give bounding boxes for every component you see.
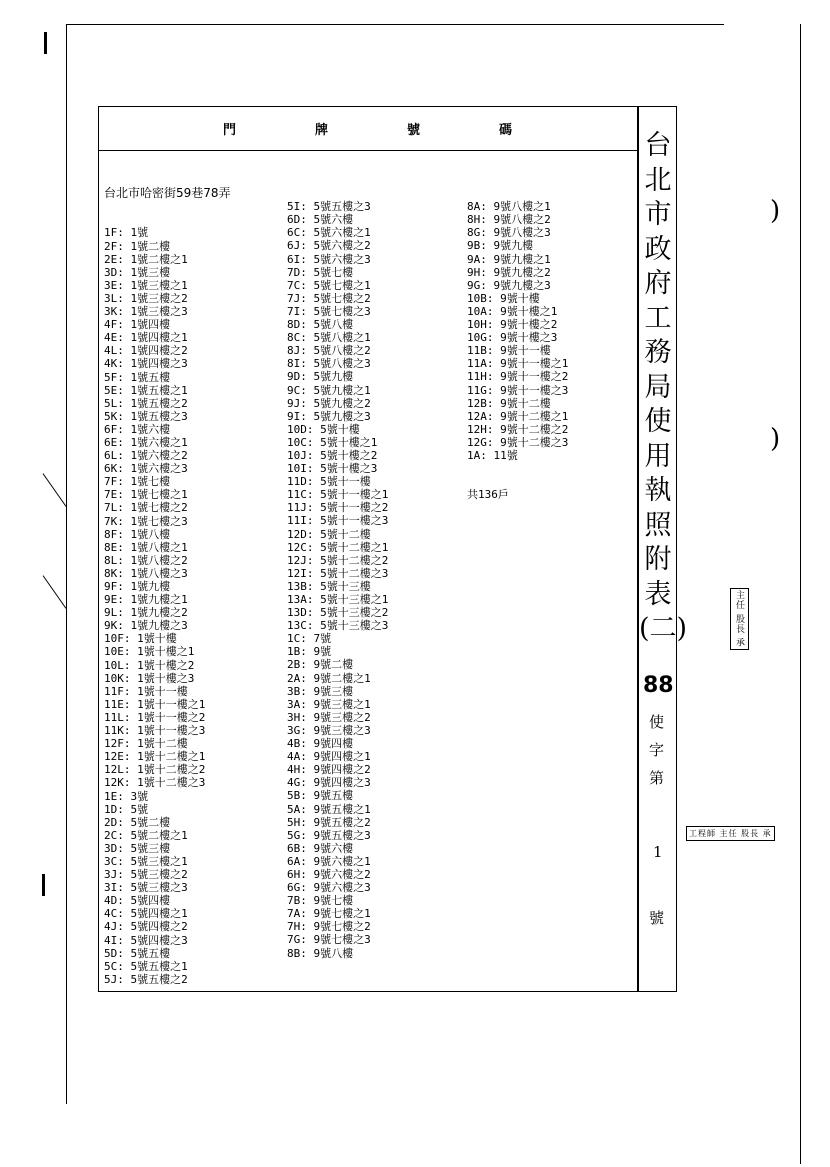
address-entry: 6F: 1號六樓: [104, 422, 171, 436]
title-char: 務: [644, 337, 672, 368]
scan-left-line: [66, 24, 67, 1104]
address-entry: 8B: 9號八樓: [287, 946, 354, 960]
address-entry: 12E: 1號十二樓之1: [104, 750, 206, 764]
address-entry: 3J: 5號三樓之2: [104, 868, 188, 882]
title-char: 用: [644, 440, 672, 472]
scan-diagonal-2: [43, 575, 67, 608]
address-entry: 1D: 5號: [104, 802, 149, 816]
address-entry: 8G: 9號八樓之3: [467, 226, 551, 240]
title-char: 執: [644, 475, 672, 506]
address-entry: 1C: 7號: [287, 632, 332, 646]
address-entry: 9B: 9號九樓: [467, 239, 534, 253]
address-entry: 9G: 9號九樓之3: [467, 278, 551, 292]
address-entry: 10B: 9號十樓: [467, 291, 540, 305]
address-list-1: [104, 226, 231, 985]
address-entry: 10H: 9號十樓之2: [467, 318, 558, 332]
license-blank-mark: 1: [653, 843, 663, 861]
address-entry: 11H: 9號十一樓之2: [467, 370, 569, 384]
address-entry: 11C: 5號十一樓之1: [287, 488, 389, 502]
scan-bracket-1: ): [770, 196, 781, 226]
header-label-pai: 牌: [315, 123, 329, 138]
address-entry: 12A: 9號十二樓之1: [467, 409, 569, 423]
address-entry: 7E: 1號七樓之1: [104, 488, 188, 502]
header-label-ma: 碼: [499, 123, 513, 138]
title-char: 照: [644, 509, 672, 541]
address-entry: 10F: 1號十樓: [104, 632, 177, 646]
address-entry: 9F: 1號九樓: [104, 580, 171, 593]
title-char: 府: [644, 268, 672, 299]
address-entry: 6C: 5號六樓之1: [287, 226, 371, 240]
address-entry: 11D: 5號十一樓: [287, 475, 371, 489]
address-entry: 11I: 5號十一樓之3: [287, 514, 389, 528]
address-entry: 2F: 1號二樓: [104, 239, 171, 253]
address-entry: 4B: 9號四樓: [287, 737, 354, 751]
title-char: 局: [644, 371, 672, 403]
address-entry: 2A: 9號二樓之1: [287, 671, 371, 685]
title-char: 台: [644, 130, 672, 161]
address-entry: 11J: 5號十一樓之2: [287, 501, 389, 515]
address-entry: 3L: 1號三樓之2: [104, 291, 188, 305]
address-entry: 3B: 9號三樓: [287, 684, 354, 698]
scan-diagonal-1: [43, 473, 67, 506]
scan-top-line: [66, 24, 724, 25]
address-entry: 6K: 1號六樓之3: [104, 462, 188, 476]
address-entry: 3D: 5號三樓: [104, 841, 171, 855]
title-char: 北: [644, 164, 672, 196]
scan-right-line: [800, 24, 801, 1164]
title-char: (二): [639, 613, 688, 644]
address-entry: 5L: 1號五樓之2: [104, 396, 188, 410]
address-entry: 1A: 11號: [467, 448, 518, 462]
scan-bracket-2: ): [770, 424, 781, 454]
address-entry: 8H: 9號八樓之2: [467, 213, 551, 227]
license-number: 88: [643, 673, 674, 698]
address-entry: 12L: 1號十二樓之2: [104, 763, 206, 777]
address-entry: 3E: 1號三樓之1: [104, 278, 188, 292]
address-entry: 9I: 5號九樓之3: [287, 409, 371, 423]
address-entry: 10A: 9號十樓之1: [467, 304, 558, 318]
address-entry: 9J: 5號九樓之2: [287, 396, 371, 410]
address-entry: 11A: 9號十一樓之1: [467, 357, 569, 371]
address-entry: 9K: 1號九樓之3: [104, 619, 188, 633]
title-char: 表: [644, 578, 672, 610]
address-entry: 9L: 1號九樓之2: [104, 606, 188, 620]
address-entry: 8I: 5號八樓之3: [287, 357, 371, 371]
address-entry: 5D: 5號五樓: [104, 946, 171, 960]
address-entry: 5F: 1號五樓: [104, 370, 171, 384]
use-char-3: 第: [649, 769, 665, 787]
title-char: 使: [644, 406, 672, 437]
address-list-3: [467, 200, 568, 462]
address-entry: 11G: 9號十一樓之3: [467, 383, 569, 397]
address-column-3: [467, 174, 568, 528]
address-entry: 7F: 1號七樓: [104, 475, 171, 489]
address-entry: 13C: 5號十三樓之3: [287, 619, 389, 633]
address-entry: 1F: 1號: [104, 226, 149, 240]
address-entry: 12D: 5號十二樓: [287, 527, 371, 541]
address-entry: 5G: 9號五樓之3: [287, 828, 371, 842]
address-entry: 8C: 5號八樓之1: [287, 331, 371, 345]
address-entry: 9A: 9號九樓之1: [467, 252, 551, 266]
address-column-2: [287, 174, 388, 986]
title-char: 市: [644, 199, 672, 230]
address-entry: 6J: 5號六樓之2: [287, 239, 371, 253]
address-entry: 13A: 5號十三樓之1: [287, 593, 389, 606]
address-entry: 10D: 5號十樓: [287, 422, 360, 436]
address-entry: 7B: 9號七樓: [287, 894, 354, 908]
address-entry: 6B: 9號六樓: [287, 841, 354, 855]
address-entry: 5J: 5號五樓之2: [104, 972, 188, 986]
address-entry: 8J: 5號八樓之2: [287, 344, 371, 358]
address-entry: 2C: 5號二樓之1: [104, 828, 188, 842]
address-entry: 10E: 1號十樓之1: [104, 645, 195, 659]
address-entry: 4K: 1號四樓之3: [104, 357, 188, 371]
street-name: 台北市哈密街59巷78弄: [104, 186, 231, 201]
address-entry: 10C: 5號十樓之1: [287, 435, 378, 449]
address-entry: 5C: 5號五樓之1: [104, 959, 188, 973]
address-entry: 9D: 5號九樓: [287, 370, 354, 384]
address-entry: 3G: 9號三樓之3: [287, 723, 371, 737]
address-entry: 12F: 1號十二樓: [104, 737, 188, 751]
address-entry: 10K: 1號十樓之3: [104, 671, 195, 685]
use-char-1: 使: [649, 713, 665, 731]
address-list-2: [287, 200, 388, 959]
address-entry: 2B: 9號二樓: [287, 658, 354, 672]
title-char: 附: [644, 544, 672, 575]
address-entry: 7J: 5號七樓之2: [287, 291, 371, 305]
address-entry: 7G: 9號七樓之3: [287, 933, 371, 947]
address-column-1: [104, 161, 231, 1012]
address-entry: 9E: 1號九樓之1: [104, 593, 188, 607]
address-entry: 6D: 5號六樓: [287, 213, 354, 227]
address-entry: 11L: 1號十一樓之2: [104, 710, 206, 724]
header-label-hao: 號: [407, 123, 421, 138]
address-entry: 11B: 9號十一樓: [467, 344, 551, 358]
address-entry: 5E: 1號五樓之1: [104, 383, 188, 397]
address-entry: 5I: 5號五樓之3: [287, 200, 371, 214]
address-entry: 8F: 1號八樓: [104, 527, 171, 541]
address-entry: 9C: 5號九樓之1: [287, 383, 371, 397]
address-entry: 4H: 9號四樓之2: [287, 763, 371, 777]
address-entry: 8E: 1號八樓之1: [104, 540, 188, 554]
approval-stamp-1: 主任 股長 承: [730, 588, 749, 650]
approval-stamp-2: 工程師 主任 股長 承: [686, 826, 775, 841]
address-entry: 12J: 5號十二樓之2: [287, 553, 389, 567]
address-entry: 13B: 5號十三樓: [287, 579, 371, 593]
address-entry: 12K: 1號十二樓之3: [104, 776, 206, 790]
title-char: 政: [644, 233, 672, 265]
side-title-column: [639, 107, 688, 991]
address-entry: 3H: 9號三樓之2: [287, 710, 371, 724]
address-entry: 8D: 5號八樓: [287, 318, 354, 332]
vertical-title: [639, 129, 688, 647]
use-char-2: 字: [649, 741, 665, 759]
address-entry: 7D: 5號七樓: [287, 265, 354, 279]
address-entry: 4F: 1號四樓: [104, 318, 171, 332]
address-entry: 10J: 5號十樓之2: [287, 448, 378, 462]
address-entry: 10G: 9號十樓之3: [467, 331, 558, 345]
address-entry: 3D: 1號三樓: [104, 265, 171, 279]
address-entry: 7L: 1號七樓之2: [104, 501, 188, 515]
address-entry: 7A: 9號七樓之1: [287, 907, 371, 921]
address-entry: 6A: 9號六樓之1: [287, 854, 371, 868]
address-entry: 8L: 1號八樓之2: [104, 553, 188, 567]
address-entry: 5K: 1號五樓之3: [104, 409, 188, 423]
address-entry: 3I: 5號三樓之3: [104, 881, 188, 895]
address-entry: 1E: 3號: [104, 789, 149, 803]
hao-char: 號: [649, 909, 665, 927]
address-entry: 5B: 9號五樓: [287, 789, 354, 803]
address-entry: 6I: 5號六樓之3: [287, 252, 371, 266]
address-entry: 4A: 9號四樓之1: [287, 750, 371, 764]
address-entry: 2D: 5號二樓: [104, 815, 171, 829]
address-entry: 4J: 5號四樓之2: [104, 920, 188, 934]
address-entry: 7C: 5號七樓之1: [287, 278, 371, 292]
address-entry: 8K: 1號八樓之3: [104, 566, 188, 580]
address-entry: 3A: 9號三樓之1: [287, 697, 371, 711]
address-entry: 7H: 9號七樓之2: [287, 920, 371, 934]
address-entry: 11K: 1號十一樓之3: [104, 724, 206, 738]
table-header: [99, 107, 637, 151]
address-entry: 12H: 9號十二樓之2: [467, 422, 569, 436]
address-entry: 6E: 1號六樓之1: [104, 435, 188, 449]
household-total: 共136戶: [467, 488, 509, 502]
address-entry: 4E: 1號四樓之1: [104, 331, 188, 345]
address-entry: 10L: 1號十樓之2: [104, 658, 195, 672]
scan-mark-top-left: [44, 32, 47, 54]
address-entry: 11E: 1號十一樓之1: [104, 697, 206, 711]
address-entry: 11F: 1號十一樓: [104, 684, 188, 698]
certificate-frame: [98, 106, 688, 992]
address-entry: 3K: 1號三樓之3: [104, 305, 188, 319]
address-entry: 12C: 5號十二樓之1: [287, 540, 389, 554]
title-char: 工: [644, 302, 672, 334]
address-entry: 3C: 5號三樓之1: [104, 854, 188, 868]
scan-mark-bottom-left: [42, 874, 45, 896]
address-entry: 8A: 9號八樓之1: [467, 200, 551, 214]
address-entry: 13D: 5號十三樓之2: [287, 606, 389, 620]
address-entry: 2E: 1號二樓之1: [104, 252, 188, 266]
address-entry: 4I: 5號四樓之3: [104, 933, 188, 947]
address-entry: 6H: 9號六樓之2: [287, 867, 371, 881]
address-entry: 12B: 9號十二樓: [467, 396, 551, 410]
address-entry: 1B: 9號: [287, 645, 332, 659]
address-entry: 4C: 5號四樓之1: [104, 907, 188, 921]
address-entry: 7K: 1號七樓之3: [104, 514, 188, 528]
address-entry: 4G: 9號四樓之3: [287, 776, 371, 790]
address-entry: 5A: 9號五樓之1: [287, 802, 371, 816]
address-entry: 12G: 9號十二樓之3: [467, 435, 569, 449]
address-entry: 4D: 5號四樓: [104, 894, 171, 908]
address-entry: 10I: 5號十樓之3: [287, 462, 378, 476]
header-label-men: 門: [223, 123, 237, 138]
address-entry: 12I: 5號十二樓之3: [287, 566, 389, 580]
address-entry: 5H: 9號五樓之2: [287, 815, 371, 829]
address-entry: 7I: 5號七樓之3: [287, 304, 371, 318]
address-entry: 6G: 9號六樓之3: [287, 881, 371, 895]
address-entry: 9H: 9號九樓之2: [467, 265, 551, 279]
address-entry: 4L: 1號四樓之2: [104, 344, 188, 358]
address-entry: 6L: 1號六樓之2: [104, 449, 188, 463]
